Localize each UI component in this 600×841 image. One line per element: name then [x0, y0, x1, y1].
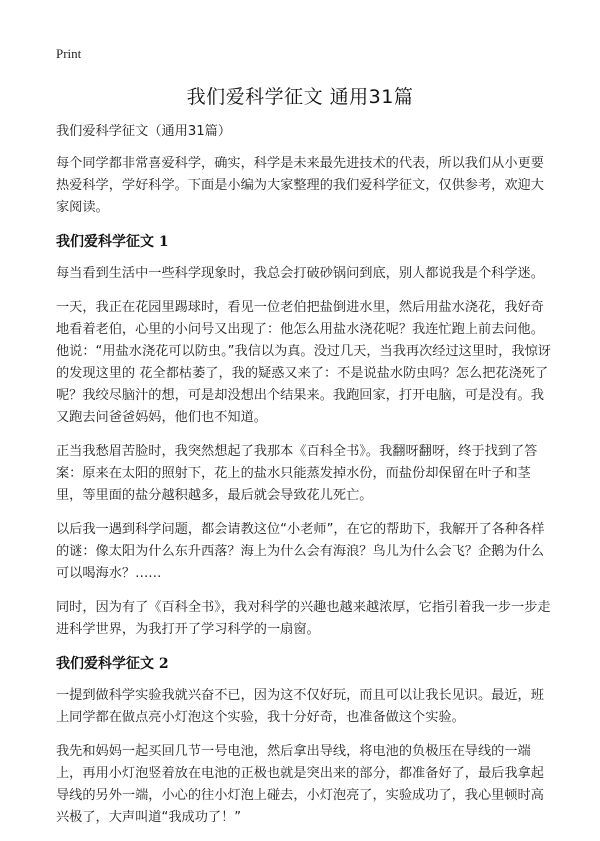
article-subtitle: 我们爱科学征文（通用31篇）: [56, 124, 232, 139]
paragraph: 同时，因为有了《百科全书》，我对科学的兴趣也越来越浓厚，它指引着我一步一步走进科学世界，为我打开了学习科学的一扇窗。: [56, 600, 551, 637]
print-link[interactable]: Print: [56, 46, 82, 61]
section-heading-1: 我们爱科学征文 1: [56, 234, 169, 250]
paragraph: 一天，我正在花园里踢球时，看见一位老伯把盐倒进水里，然后用盐水浇花，我好奇地看着老伯，心里的小问号又出现了：他怎么用盐水浇花呢？我连忙跑上前去问他。他说：“用盐水浇花可以防虫。”我信以为真。没过几天，当我再次经过这里时，我惊讶的发现这里的 花全都枯萎了，我的疑惑又来了：不是说盐水防虫吗？怎么把花浇死了呢？我绞尽脑汁的想，可是却没想出个结果来。我跑回家，打开电脑，可是没有。我又跑去问爸爸妈妈，他们也不知道。: [56, 300, 551, 425]
paragraph: 每当看到生活中一些科学现象时，我总会打破砂锅问到底，别人都说我是个科学迷。: [56, 266, 544, 281]
intro-paragraph: 每个同学都非常喜爱科学，确实，科学是未来最先进技术的代表，所以我们从小更要热爱科学，学好科学。下面是小编为大家整理的我们爱科学征文，仅供参考，欢迎大家阅读。: [56, 156, 544, 215]
paragraph: 我先和妈妈一起买回几节一号电池，然后拿出导线，将电池的负极压在导线的一端上，再用小灯泡竖着放在电池的正极也就是突出来的部分，都准备好了，最后我拿起导线的另外一端，小心的往小灯泡上碰去，小灯泡亮了，实验成功了，我心里顿时高兴极了，大声叫道“我成功了！”: [56, 744, 544, 825]
paragraph: 一提到做科学实验我就兴奋不已，因为这不仅好玩，而且可以让我长见识。最近，班上同学都在做点亮小灯泡这个实验，我十分好奇，也准备做这个实验。: [56, 688, 544, 725]
paragraph: 正当我愁眉苦脸时，我突然想起了我那本《百科全书》。我翻呀翻呀，终于找到了答案：原来在太阳的照射下，花上的盐水只能蒸发掉水份，而盐份却保留在叶子和茎里，等里面的盐分越积越多，最后就会导致花儿死亡。: [56, 444, 538, 503]
paragraph: 以后我一遇到科学问题，都会请教这位“小老师”，在它的帮助下，我解开了各种各样的谜：像太阳为什么东升西落？海上为什么会有海浪？鸟儿为什么会飞？企鹅为什么可以喝海水？……: [56, 522, 545, 581]
page-title: 我们爱科学征文 通用31篇: [186, 86, 414, 108]
article-body: [56, 121, 552, 841]
section-heading-2: 我们爱科学征文 2: [56, 656, 169, 672]
